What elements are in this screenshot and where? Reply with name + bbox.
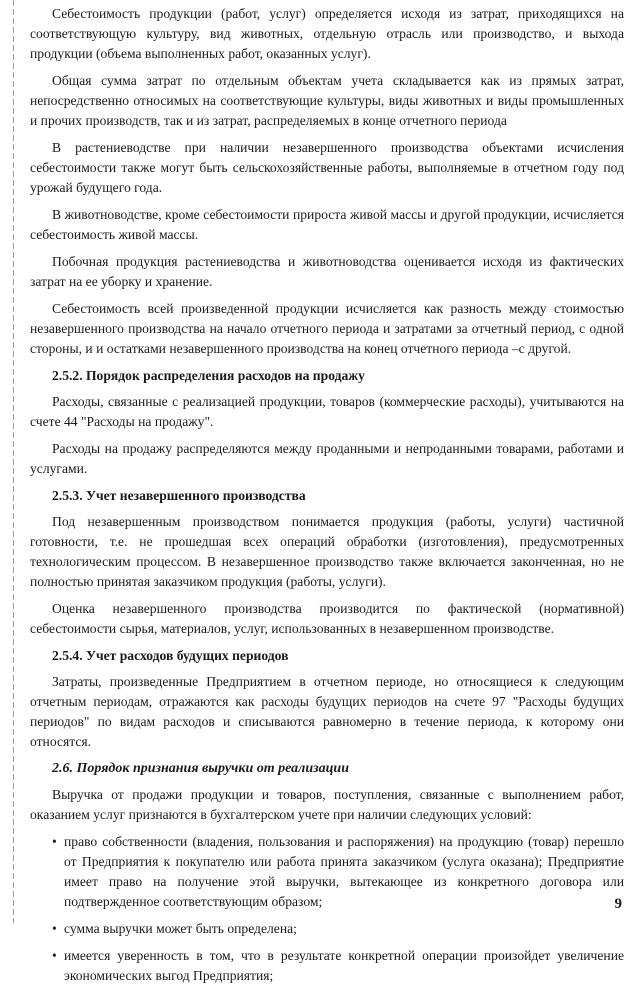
paragraph: Себестоимость всей произведенной продукции исчисляется как разность между стоимостью незавершенного производства на начало отчетного периода и затратами за отчетный период, с одной стороны, и и остатками незавершенного производства на конец отчетного периода –с другой. — [30, 301, 624, 356]
paragraph: Себестоимость продукции (работ, услуг) определяется исходя из затрат, приходящихся на соответствующую культуру, вид животных, отдельную отрасль или производство, и выхода продукции (объема выполненных работ, оказанных услуг). — [30, 6, 624, 61]
list-item: • имеется уверенность в том, что в результате конкретной операции произойдет увеличение экономических выгод Предприятия; — [52, 946, 624, 986]
paragraph: Оценка незавершенного производства производится по фактической (нормативной) себестоимости сырья, материалов, услуг, использованных в незавершенном производстве. — [30, 601, 624, 636]
conditions-list — [30, 832, 624, 986]
paragraph: Общая сумма затрат по отдельным объектам учета складывается как из прямых затрат, непосредственно относимых на соответствующие культуры, виды животных и виды промышленных и прочих производств, так и из затрат, распределяемых в конце отчетного периода — [30, 73, 624, 128]
paragraph: Расходы на продажу распределяются между проданными и непроданными товарами, работами и услугами. — [30, 441, 624, 476]
document-page — [30, 4, 624, 993]
paragraph: Затраты, произведенные Предприятием в отчетном периоде, но относящиеся к следующим отчетным периодам, отражаются как расходы будущих периодов на счете 97 "Расходы будущих периодов" по видам расходов и списываются равномерно в течение периода, к которому они относятся. — [30, 674, 624, 749]
paragraph: Расходы, связанные с реализацией продукции, товаров (коммерческие расходы), учитываются на счете 44 "Расходы на продажу". — [30, 394, 624, 429]
paragraph: В животноводстве, кроме себестоимости прироста живой массы и другой продукции, исчисляется себестоимость живой массы. — [30, 207, 624, 242]
paragraph: В растениеводстве при наличии незавершенного производства объектами исчисления себестоимости также могут быть сельскохозяйственные работы, выполняемые в отчетном году под урожай будущего года. — [30, 140, 624, 195]
section-heading-2-5-4: 2.5.4. Учет расходов будущих периодов — [52, 648, 289, 663]
paragraph: Выручка от продажи продукции и товаров, поступления, связанные с выполнением работ, оказанием услуг признаются в бухгалтерском учете при наличии следующих условий: — [30, 787, 624, 822]
list-item: • сумма выручки может быть определена; — [52, 919, 624, 939]
scan-margin-line — [13, 0, 14, 923]
section-heading-2-6: 2.6. Порядок признания выручки от реализации — [52, 761, 349, 776]
list-item: • право собственности (владения, пользования и распоряжения) на продукцию (товар) перешло от Предприятия к покупателю или работа принята заказчиком (услуга оказана); Предприятие имеет право на получение этой выручки, вытекающее из конкретного договора или подтвержденное соответствующим образом; — [52, 832, 624, 912]
section-heading-2-5-3: 2.5.3. Учет незавершенного производства — [52, 488, 306, 503]
page-number: 9 — [614, 896, 622, 912]
section-heading-2-5-2: 2.5.2. Порядок распределения расходов на продажу — [52, 368, 365, 383]
paragraph: Под незавершенным производством понимается продукция (работы, услуги) частичной готовности, т.е. не прошедшая всех операций обработки (изготовления), предусмотренных технологическим процессом. В незавершенное производство также включается законченная, но не полностью принятая заказчиком продукция (работы, услуги). — [30, 514, 624, 589]
paragraph: Побочная продукция растениеводства и животноводства оценивается исходя из фактических затрат на ее уборку и хранение. — [30, 254, 624, 289]
